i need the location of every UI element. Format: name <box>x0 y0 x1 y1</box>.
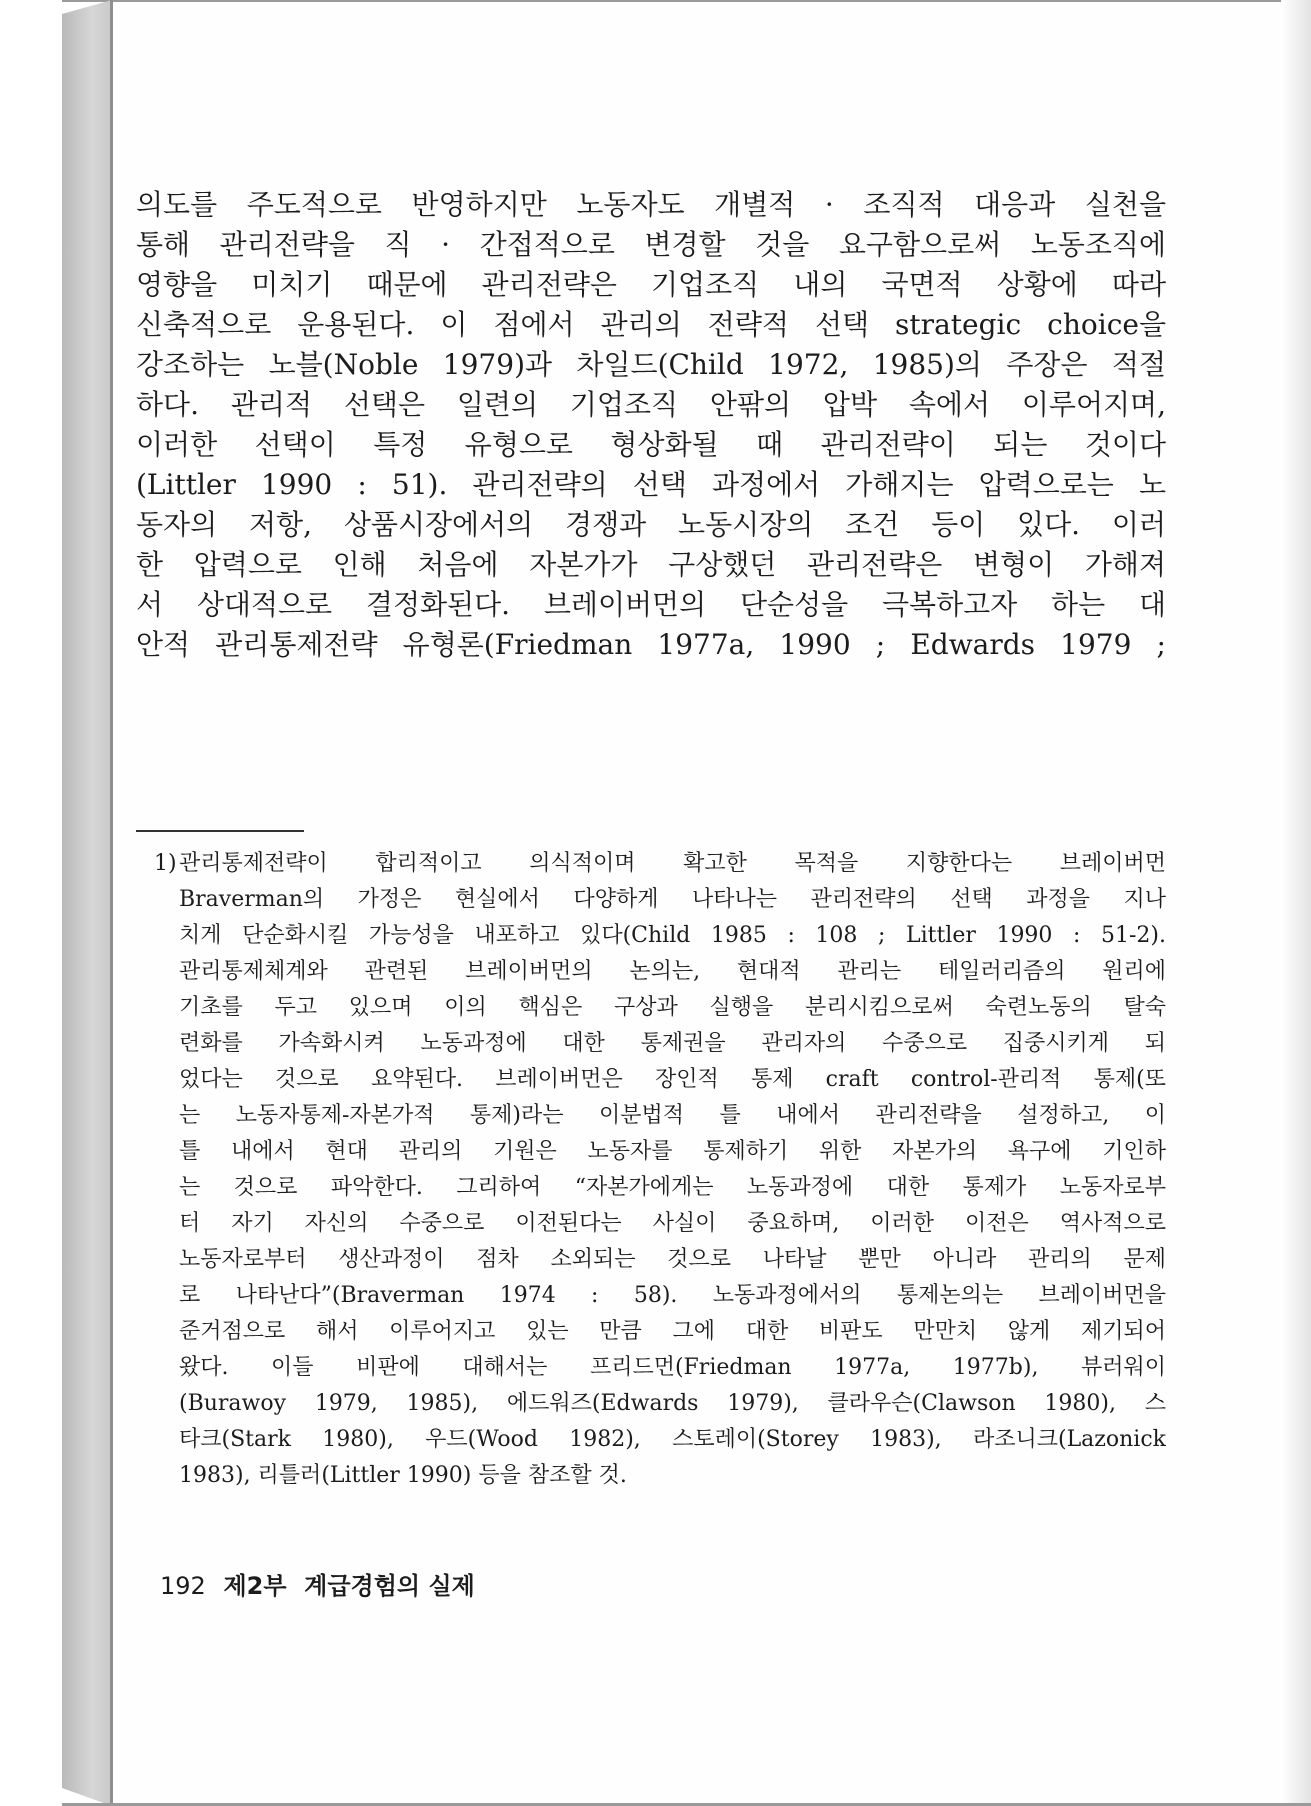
section-title: 계급경험의 실제 <box>304 1572 475 1600</box>
body-line: 안적 관리통제전략 유형론(Friedman 1977a, 1990 ; Edwards 1979 ; <box>136 628 1166 661</box>
body-line: 통해 관리전략을 직 · 간접적으로 변경할 것을 요구함으로써 노동조직에 <box>136 228 1166 261</box>
body-line: 하다. 관리적 선택은 일련의 기업조직 안팎의 압박 속에서 이루어지며, <box>136 388 1166 421</box>
footnote-line: Braverman의 가정은 현실에서 다양하게 나타나는 관리전략의 선택 과정을 지나 <box>179 887 1166 912</box>
body-line: 한 압력으로 인해 처음에 자본가가 구상했던 관리전략은 변형이 가해져 <box>136 548 1166 581</box>
footnote-line: 관리통제체계와 관련된 브레이버먼의 논의는, 현대적 관리는 테일러리즘의 원리에 <box>179 959 1166 984</box>
footnote-line: 1983), 리틀러(Littler 1990) 등을 참조할 것. <box>179 1463 627 1488</box>
footnote-separator <box>136 830 304 832</box>
footnote-line: 타크(Stark 1980), 우드(Wood 1982), 스토레이(Storey 1983), 라조니크(Lazonick <box>179 1427 1166 1452</box>
body-line: 의도를 주도적으로 반영하지만 노동자도 개별적 · 조직적 대응과 실천을 <box>136 188 1166 221</box>
body-line: 동자의 저항, 상품시장에서의 경쟁과 노동시장의 조건 등이 있다. 이러 <box>136 508 1166 541</box>
footnote-line: 노동자로부터 생산과정이 점차 소외되는 것으로 나타날 뿐만 아니라 관리의 문제 <box>179 1247 1166 1272</box>
footnote-line-text: 관리통제전략이 합리적이고 의식적이며 확고한 목적을 지향한다는 브레이버먼 <box>179 851 1166 876</box>
footnote-line: 는 것으로 파악한다. 그리하여 “자본가에게는 노동과정에 대한 통제가 노동자로부 <box>179 1175 1166 1200</box>
part-label: 제2부 <box>223 1572 287 1600</box>
body-line: 이러한 선택이 특정 유형으로 형상화될 때 관리전략이 되는 것이다 <box>136 428 1166 461</box>
footnote-line: 틀 내에서 현대 관리의 기원은 노동자를 통제하기 위한 자본가의 욕구에 기인하 <box>179 1139 1166 1164</box>
page-number: 192 <box>160 1572 206 1600</box>
body-line: 강조하는 노블(Noble 1979)과 차일드(Child 1972, 1985)의 주장은 적절 <box>136 348 1166 381</box>
footnote-line: (Burawoy 1979, 1985), 에드워즈(Edwards 1979), 클라우슨(Clawson 1980), 스 <box>179 1391 1166 1416</box>
footnote-line: 었다는 것으로 요약된다. 브레이버먼은 장인적 통제 craft control-관리적 통제(또 <box>179 1067 1166 1092</box>
footnote-line: 로 나타난다”(Braverman 1974 : 58). 노동과정에서의 통제논의는 브레이버먼을 <box>179 1283 1166 1308</box>
footnote-line: 기초를 두고 있으며 이의 핵심은 구상과 실행을 분리시킴으로써 숙련노동의 탈숙 <box>179 995 1166 1020</box>
footnote-line: 치게 단순화시킬 가능성을 내포하고 있다(Child 1985 : 108 ; Littler 1990 : 51-2). <box>179 923 1166 948</box>
body-line: 신축적으로 운용된다. 이 점에서 관리의 전략적 선택 strategic choice을 <box>136 308 1166 341</box>
running-footer <box>160 1566 485 1601</box>
page-shadow <box>1281 0 1311 1806</box>
body-line: (Littler 1990 : 51). 관리전략의 선택 과정에서 가해지는 압력으로는 노 <box>136 468 1166 501</box>
book-spine-edge <box>62 0 112 1806</box>
footnote-line: 는 노동자통제-자본가적 통제)라는 이분법적 틀 내에서 관리전략을 설정하고, 이 <box>179 1103 1166 1128</box>
body-text <box>136 185 1166 665</box>
footnote-line: 왔다. 이들 비판에 대해서는 프리드먼(Friedman 1977a, 1977b), 뷰러워이 <box>179 1355 1166 1380</box>
footnote <box>136 846 1166 1494</box>
body-line: 영향을 미치기 때문에 관리전략은 기업조직 내의 국면적 상황에 따라 <box>136 268 1166 301</box>
footnote-line: 준거점으로 해서 이루어지고 있는 만큼 그에 대한 비판도 만만치 않게 제기되어 <box>179 1319 1166 1344</box>
footnote-line: 터 자기 자신의 수중으로 이전된다는 사실이 중요하며, 이러한 이전은 역사적으로 <box>179 1211 1166 1236</box>
footnote-marker: 1) <box>154 851 177 876</box>
body-line: 서 상대적으로 결정화된다. 브레이버먼의 단순성을 극복하고자 하는 대 <box>136 588 1166 621</box>
footnote-line: 련화를 가속화시켜 노동과정에 대한 통제권을 관리자의 수중으로 집중시키게 되 <box>179 1031 1166 1056</box>
footnote-line <box>136 846 1166 882</box>
